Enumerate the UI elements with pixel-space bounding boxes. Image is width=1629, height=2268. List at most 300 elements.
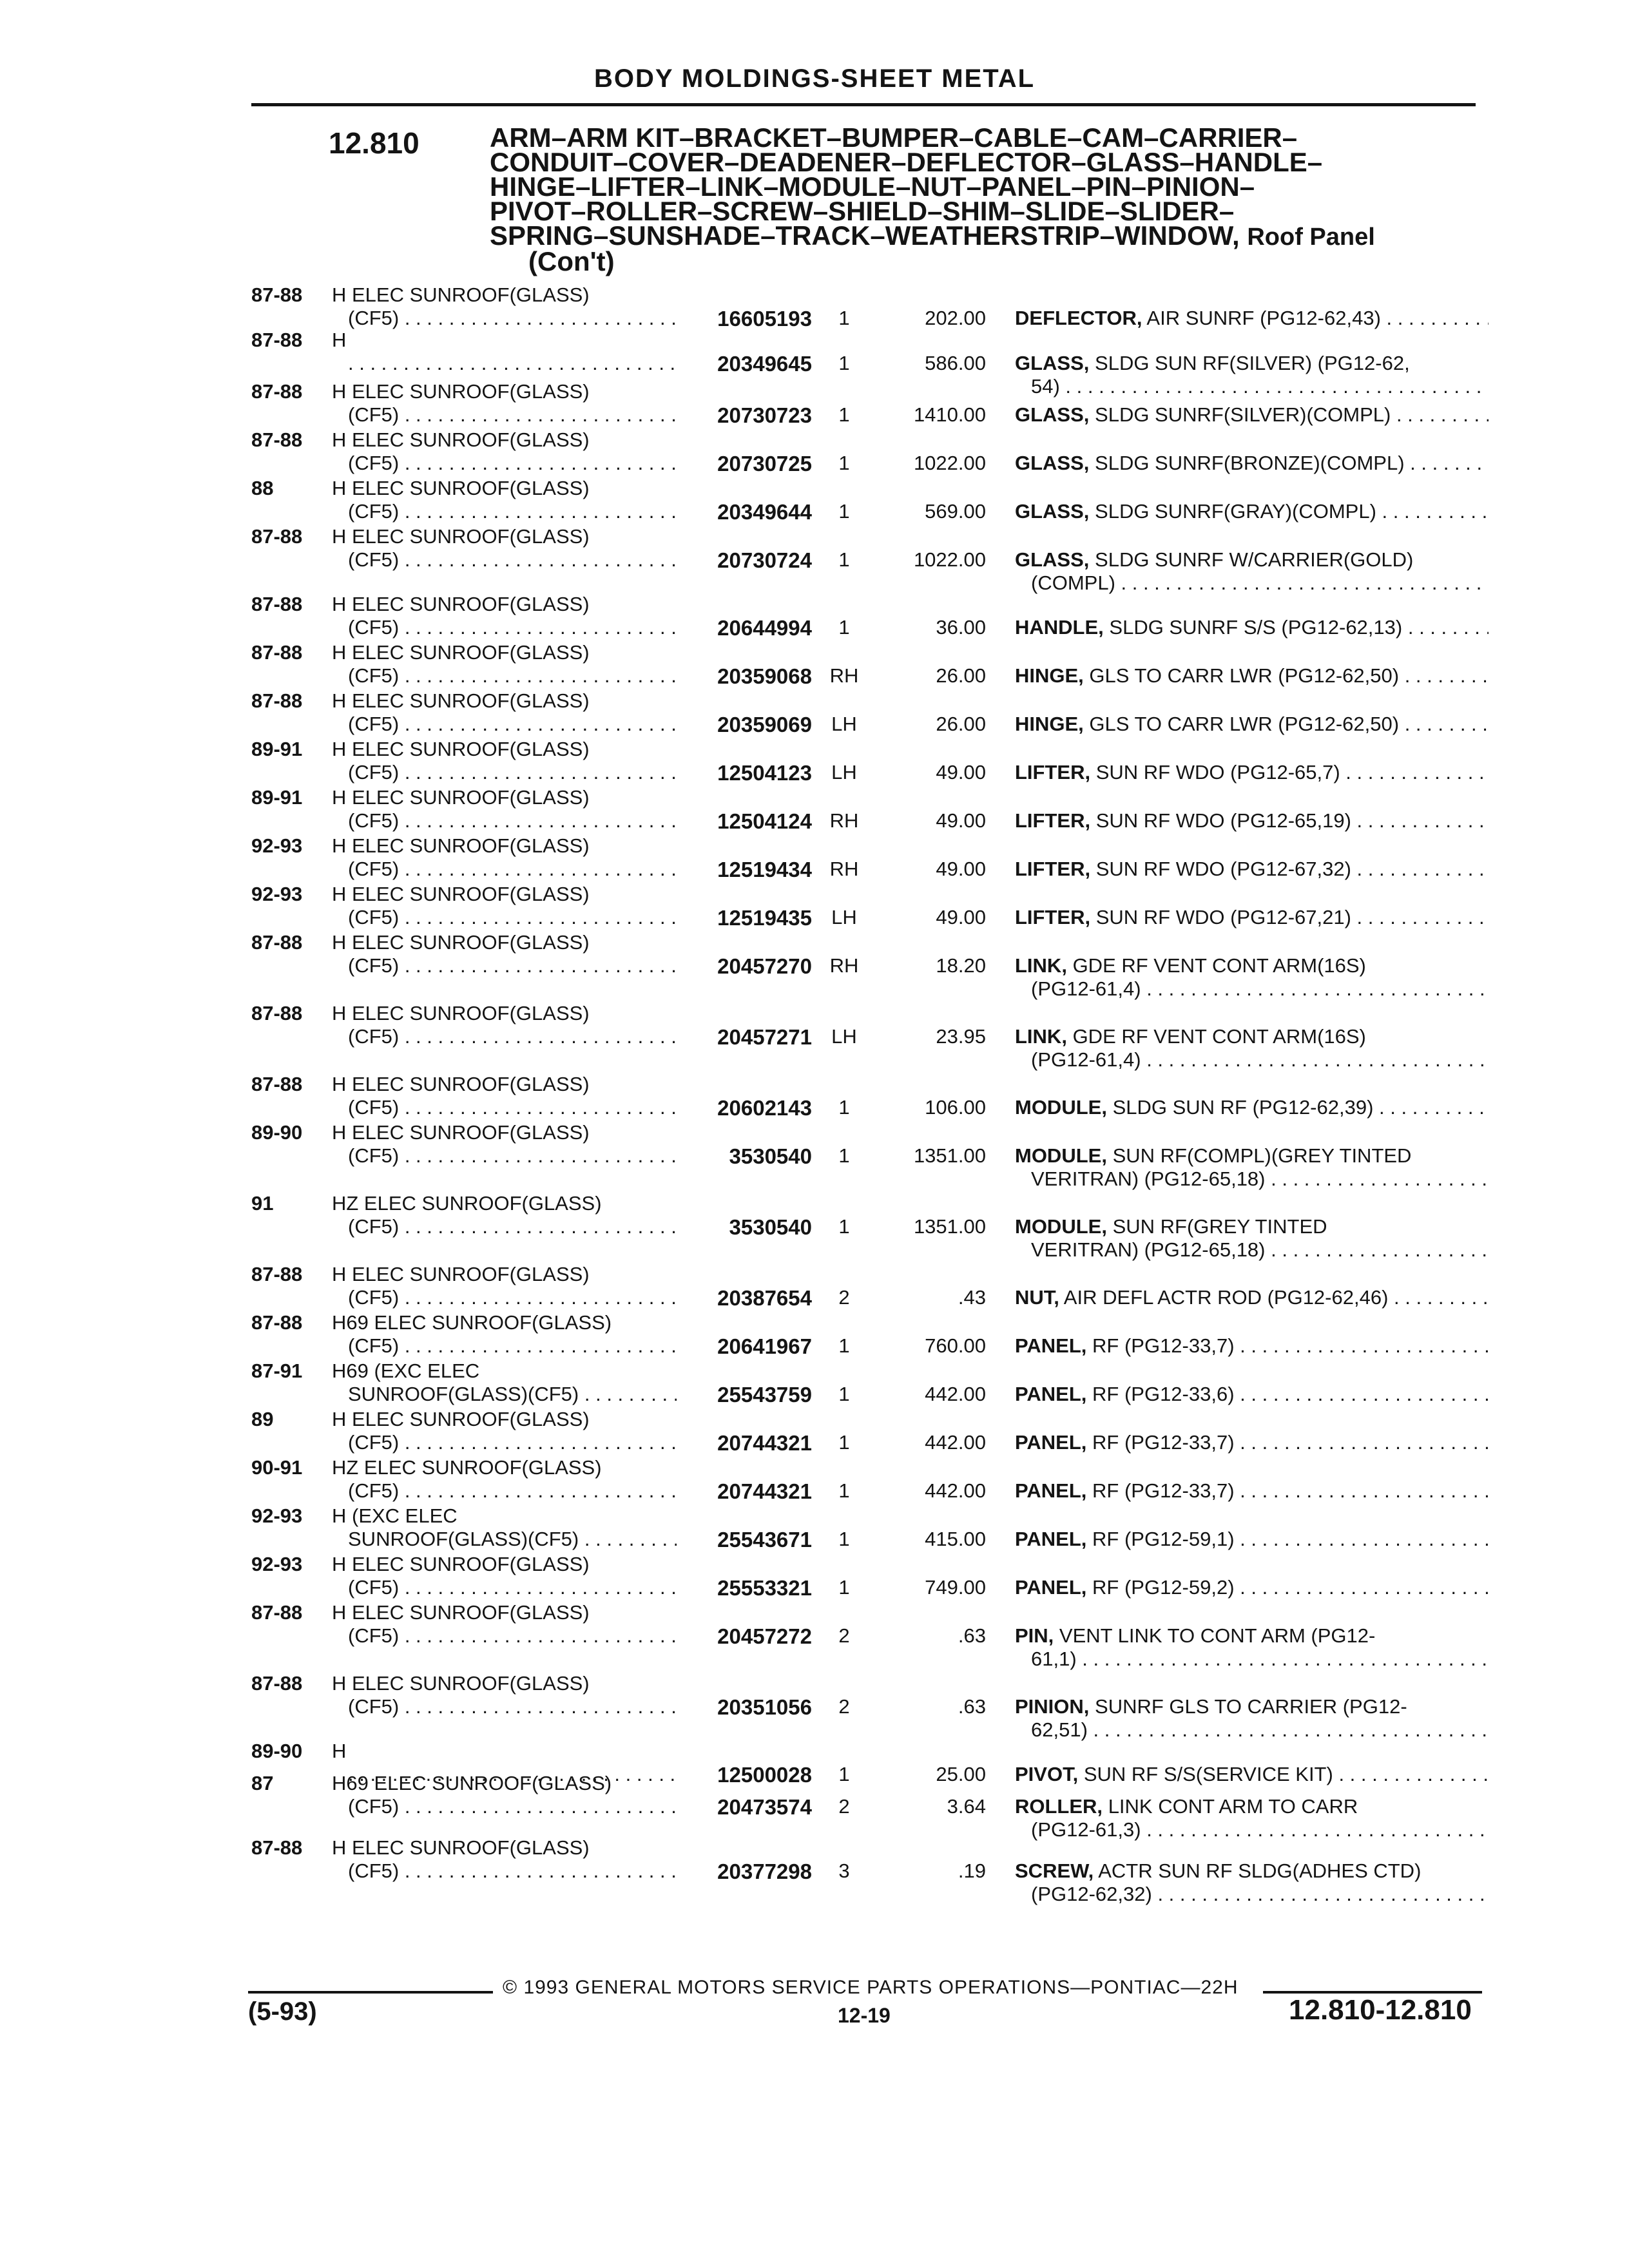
quantity: RH xyxy=(829,954,859,977)
quantity: 1 xyxy=(838,548,850,571)
part-description-text: SUN RF WDO (PG12-67,21) xyxy=(1095,906,1351,928)
part-number: 20730725 xyxy=(717,452,812,476)
model-option: (CF5) . . . xyxy=(348,1795,677,1818)
model-year: 92-93 xyxy=(251,1504,303,1527)
part-description xyxy=(1015,1795,1489,1818)
part-description-text: SUN RF WDO (PG12-65,7) xyxy=(1095,761,1340,783)
model-line: H ELEC SUNROOF(GLASS) xyxy=(332,1073,590,1095)
part-row xyxy=(0,1121,1629,1190)
price: .43 xyxy=(958,1286,986,1309)
part-description-text: RF (PG12-33,7) xyxy=(1092,1334,1235,1357)
part-row xyxy=(0,1311,1629,1363)
quantity: 1 xyxy=(838,1763,850,1785)
part-description-text: GLS TO CARR LWR (PG12-62,50) xyxy=(1089,664,1400,687)
part-description-text: SLDG SUN RF(SILVER) (PG12-62, xyxy=(1095,352,1410,374)
model-option: (CF5) . . . xyxy=(348,616,677,639)
part-number: 12504123 xyxy=(717,761,812,785)
quantity: 1 xyxy=(838,1215,850,1238)
model-line: H ELEC SUNROOF(GLASS) xyxy=(332,428,590,451)
part-description xyxy=(1015,1096,1489,1119)
header-rule xyxy=(251,103,1476,106)
part-description xyxy=(1015,954,1489,977)
model-line: H ELEC SUNROOF(GLASS) xyxy=(332,1121,590,1144)
model-line: H ELEC SUNROOF(GLASS) xyxy=(332,380,590,403)
model-year: 89-91 xyxy=(251,786,303,809)
model-line: H ELEC SUNROOF(GLASS) xyxy=(332,1836,590,1859)
price: 1351.00 xyxy=(913,1144,986,1167)
part-description xyxy=(1015,500,1489,523)
part-description xyxy=(1015,1334,1489,1358)
part-row xyxy=(0,1772,1629,1841)
quantity: LH xyxy=(831,1025,857,1048)
quantity: 2 xyxy=(838,1695,850,1718)
part-row xyxy=(0,834,1629,886)
part-name: GLASS, xyxy=(1015,352,1090,374)
quantity: 1 xyxy=(838,352,850,374)
part-number: 20744321 xyxy=(717,1479,812,1503)
part-name: PANEL, xyxy=(1015,1479,1087,1502)
part-description-cont: 62,51) . . . xyxy=(1031,1718,1489,1742)
part-number: 16605193 xyxy=(717,307,812,331)
part-number: 20730724 xyxy=(717,548,812,572)
price: 569.00 xyxy=(925,500,986,523)
part-number: 12504124 xyxy=(717,809,812,833)
part-name: MODULE, xyxy=(1015,1144,1107,1167)
model-option: (CF5) . . . xyxy=(348,1576,677,1599)
quantity: 1 xyxy=(838,307,850,329)
model-line: H ELEC SUNROOF(GLASS) xyxy=(332,284,590,306)
model-option: (CF5) . . . xyxy=(348,1624,677,1648)
model-year: 89 xyxy=(251,1408,274,1430)
part-number: 25543671 xyxy=(717,1528,812,1552)
part-row xyxy=(0,1672,1629,1741)
part-name: LINK, xyxy=(1015,954,1067,977)
quantity: 1 xyxy=(838,1144,850,1167)
part-name: DEFLECTOR, xyxy=(1015,307,1142,329)
section-title-line xyxy=(490,220,1482,251)
price: 415.00 xyxy=(925,1528,986,1550)
section-title-line: HINGE–LIFTER–LINK–MODULE–NUT–PANEL–PIN–PINION– xyxy=(490,171,1255,202)
quantity: RH xyxy=(829,858,859,880)
part-row xyxy=(0,477,1629,528)
model-year: 92-93 xyxy=(251,1553,303,1575)
model-line: H ELEC SUNROOF(GLASS) xyxy=(332,1553,590,1575)
part-description-text: SLDG SUNRF(GRAY)(COMPL) xyxy=(1095,500,1376,523)
part-description-text: SUN RF(GREY TINTED xyxy=(1112,1215,1327,1238)
part-row xyxy=(0,786,1629,838)
part-row xyxy=(0,1456,1629,1508)
model-option: (CF5) . . . xyxy=(348,1695,677,1718)
model-year: 87-88 xyxy=(251,689,303,712)
part-name: LIFTER, xyxy=(1015,858,1091,880)
section-continued: (Con't) xyxy=(528,246,615,276)
model-line: H ELEC SUNROOF(GLASS) xyxy=(332,525,590,548)
price: 760.00 xyxy=(925,1334,986,1357)
section-title-line: PIVOT–ROLLER–SCREW–SHIELD–SHIM–SLIDE–SLIDER– xyxy=(490,196,1235,226)
model-year: 87-88 xyxy=(251,1263,303,1285)
footer-section-range: 12.810-12.810 xyxy=(1289,1994,1472,2026)
model-option: (CF5) . . . xyxy=(348,906,677,929)
part-description-text: GDE RF VENT CONT ARM(16S) xyxy=(1072,1025,1366,1048)
part-description xyxy=(1015,352,1489,375)
part-description xyxy=(1015,1624,1489,1648)
part-number: 20457270 xyxy=(717,954,812,978)
part-number: 20349644 xyxy=(717,500,812,524)
part-name: GLASS, xyxy=(1015,548,1090,571)
part-number: 20359069 xyxy=(717,713,812,736)
model-option: (CF5) . . . xyxy=(348,1025,677,1048)
part-description-cont: (PG12-61,4) . . . xyxy=(1031,1048,1489,1072)
model-option: (CF5) . . . xyxy=(348,664,677,687)
part-name: GLASS, xyxy=(1015,500,1090,523)
part-number: 20473574 xyxy=(717,1795,812,1819)
price: 25.00 xyxy=(936,1763,986,1785)
part-description-cont: (PG12-61,3) . . . xyxy=(1031,1818,1489,1841)
part-name: LIFTER, xyxy=(1015,809,1091,832)
price: 1022.00 xyxy=(913,548,986,571)
part-number: 20351056 xyxy=(717,1695,812,1719)
model-line: H69 ELEC SUNROOF(GLASS) xyxy=(332,1772,612,1794)
model-year: 87-88 xyxy=(251,1601,303,1624)
model-line: H xyxy=(332,329,347,351)
part-row xyxy=(0,1360,1629,1411)
part-row xyxy=(0,284,1629,335)
quantity: 1 xyxy=(838,1383,850,1405)
model-line: H xyxy=(332,1740,347,1762)
model-option: (CF5) . . . xyxy=(348,1096,677,1119)
part-description xyxy=(1015,1383,1489,1406)
part-name: MODULE, xyxy=(1015,1215,1107,1238)
model-option: (CF5) . . . xyxy=(348,1860,677,1883)
model-line: H ELEC SUNROOF(GLASS) xyxy=(332,477,590,499)
model-year: 92-93 xyxy=(251,883,303,905)
price: 106.00 xyxy=(925,1096,986,1119)
section-title-tail: Roof Panel xyxy=(1247,224,1375,251)
footer-page-number: 12-19 xyxy=(838,2004,891,2027)
part-name: PANEL, xyxy=(1015,1431,1087,1454)
part-description-cont: (COMPL) . . . xyxy=(1031,572,1489,595)
price: 18.20 xyxy=(936,954,986,977)
model-option: (CF5) . . . xyxy=(348,1431,677,1454)
section-title-line: ARM–ARM KIT–BRACKET–BUMPER–CABLE–CAM–CARRIER– xyxy=(490,122,1298,153)
model-option: (CF5) . . . xyxy=(348,1479,677,1503)
price: 23.95 xyxy=(936,1025,986,1048)
part-description-text: SLDG SUN RF (PG12-62,39) xyxy=(1112,1096,1374,1119)
model-line: H ELEC SUNROOF(GLASS) xyxy=(332,1672,590,1695)
price: 3.64 xyxy=(947,1795,986,1818)
part-description xyxy=(1015,906,1489,929)
model-line: H ELEC SUNROOF(GLASS) xyxy=(332,786,590,809)
part-number: 3530540 xyxy=(729,1215,812,1239)
model-year: 88 xyxy=(251,477,274,499)
model-year: 87-88 xyxy=(251,329,303,351)
part-description xyxy=(1015,761,1489,784)
price: 586.00 xyxy=(925,352,986,374)
price: 1022.00 xyxy=(913,452,986,474)
model-option: SUNROOF(GLASS)(CF5) . . . xyxy=(348,1528,677,1551)
part-name: PIVOT, xyxy=(1015,1763,1079,1785)
part-number: 20457271 xyxy=(717,1025,812,1049)
part-name: SCREW, xyxy=(1015,1860,1094,1882)
part-name: GLASS, xyxy=(1015,452,1090,474)
part-number: 3530540 xyxy=(729,1144,812,1168)
model-option xyxy=(348,352,677,375)
model-year: 89-90 xyxy=(251,1740,303,1762)
part-description-cont: (PG12-61,4) . . . xyxy=(1031,977,1489,1001)
part-number: 12519434 xyxy=(717,858,812,881)
model-option: (CF5) . . . xyxy=(348,548,677,572)
model-year: 87-88 xyxy=(251,1002,303,1024)
part-name: PANEL, xyxy=(1015,1334,1087,1357)
price: 442.00 xyxy=(925,1479,986,1502)
part-description-text: GDE RF VENT CONT ARM(16S) xyxy=(1072,954,1366,977)
section-number: 12.810 xyxy=(329,126,419,160)
part-row xyxy=(0,1504,1629,1556)
model-line: H ELEC SUNROOF(GLASS) xyxy=(332,834,590,857)
quantity: 3 xyxy=(838,1860,850,1882)
part-row xyxy=(0,689,1629,741)
price: 36.00 xyxy=(936,616,986,639)
part-description-text: AIR DEFL ACTR ROD (PG12-62,46) xyxy=(1063,1286,1389,1309)
part-number: 20744321 xyxy=(717,1431,812,1455)
part-name: HANDLE, xyxy=(1015,616,1104,639)
model-line: HZ ELEC SUNROOF(GLASS) xyxy=(332,1192,602,1215)
part-row xyxy=(0,1002,1629,1071)
part-number: 20644994 xyxy=(717,616,812,640)
model-year: 87-88 xyxy=(251,1073,303,1095)
part-description xyxy=(1015,307,1489,330)
quantity: 1 xyxy=(838,1431,850,1454)
model-year: 92-93 xyxy=(251,834,303,857)
model-option: (CF5) . . . xyxy=(348,761,677,784)
part-description-cont: (PG12-62,32) . . . xyxy=(1031,1883,1489,1906)
price: .63 xyxy=(958,1695,986,1718)
page-header: BODY MOLDINGS-SHEET METAL xyxy=(593,64,1036,93)
part-description-text: RF (PG12-59,2) xyxy=(1092,1576,1235,1599)
part-description-text: SUN RF WDO (PG12-65,19) xyxy=(1095,809,1351,832)
price: 49.00 xyxy=(936,906,986,928)
model-line: H ELEC SUNROOF(GLASS) xyxy=(332,883,590,905)
price: 749.00 xyxy=(925,1576,986,1599)
model-year: 87 xyxy=(251,1772,274,1794)
part-description-text: RF (PG12-33,7) xyxy=(1092,1479,1235,1502)
model-line: H ELEC SUNROOF(GLASS) xyxy=(332,1263,590,1285)
part-row xyxy=(0,931,1629,1000)
part-number: 20377298 xyxy=(717,1860,812,1883)
part-description xyxy=(1015,1215,1489,1238)
model-year: 87-88 xyxy=(251,284,303,306)
price: 1410.00 xyxy=(913,403,986,426)
part-description xyxy=(1015,809,1489,832)
part-description xyxy=(1015,452,1489,475)
part-description xyxy=(1015,713,1489,736)
part-name: PANEL, xyxy=(1015,1383,1087,1405)
model-option: (CF5) . . . xyxy=(348,713,677,736)
model-year: 89-90 xyxy=(251,1121,303,1144)
quantity: 1 xyxy=(838,616,850,639)
part-description-text: SLDG SUNRF(SILVER)(COMPL) xyxy=(1095,403,1391,426)
quantity: 1 xyxy=(838,1576,850,1599)
part-description-text: LINK CONT ARM TO CARR xyxy=(1108,1795,1358,1818)
quantity: 1 xyxy=(838,1479,850,1502)
part-name: PINION, xyxy=(1015,1695,1090,1718)
model-option: (CF5) . . . xyxy=(348,809,677,832)
part-description-text: SUNRF GLS TO CARRIER (PG12- xyxy=(1095,1695,1407,1718)
part-description-text: RF (PG12-59,1) xyxy=(1092,1528,1235,1550)
model-year: 87-88 xyxy=(251,641,303,664)
part-name: ROLLER, xyxy=(1015,1795,1103,1818)
part-name: HINGE, xyxy=(1015,713,1084,735)
part-number: 25553321 xyxy=(717,1576,812,1600)
part-row xyxy=(0,883,1629,934)
part-description-cont: VERITRAN) (PG12-65,18) . . . xyxy=(1031,1168,1489,1191)
part-description xyxy=(1015,1695,1489,1718)
part-description xyxy=(1015,858,1489,881)
model-year: 89-91 xyxy=(251,738,303,760)
part-description-text: RF (PG12-33,7) xyxy=(1092,1431,1235,1454)
part-number: 20457272 xyxy=(717,1624,812,1648)
part-description-text: SUN RF(COMPL)(GREY TINTED xyxy=(1112,1144,1412,1167)
part-number: 12500028 xyxy=(717,1763,812,1787)
model-year: 91 xyxy=(251,1192,274,1215)
part-description-text: RF (PG12-33,6) xyxy=(1092,1383,1235,1405)
model-line: H ELEC SUNROOF(GLASS) xyxy=(332,593,590,615)
section-title-line-text: SPRING–SUNSHADE–TRACK–WEATHERSTRIP–WINDOW, xyxy=(490,220,1240,251)
part-name: GLASS, xyxy=(1015,403,1090,426)
part-row xyxy=(0,641,1629,693)
model-line: HZ ELEC SUNROOF(GLASS) xyxy=(332,1456,602,1479)
model-line: H (EXC ELEC xyxy=(332,1504,458,1527)
price: 442.00 xyxy=(925,1431,986,1454)
part-name: HINGE, xyxy=(1015,664,1084,687)
model-year: 87-88 xyxy=(251,428,303,451)
footer-copyright: © 1993 GENERAL MOTORS SERVICE PARTS OPERATIONS—PONTIAC—22H xyxy=(503,1977,1239,1998)
quantity: LH xyxy=(831,713,857,735)
model-line: H ELEC SUNROOF(GLASS) xyxy=(332,1002,590,1024)
part-description-text: GLS TO CARR LWR (PG12-62,50) xyxy=(1089,713,1400,735)
part-name: LINK, xyxy=(1015,1025,1067,1048)
part-description xyxy=(1015,548,1489,572)
part-row xyxy=(0,593,1629,644)
part-description-text: SLDG SUNRF S/S (PG12-62,13) xyxy=(1109,616,1403,639)
model-year: 87-88 xyxy=(251,525,303,548)
model-option: (CF5) . . . xyxy=(348,858,677,881)
part-description xyxy=(1015,1576,1489,1599)
model-year: 87-88 xyxy=(251,1836,303,1859)
model-year: 87-91 xyxy=(251,1360,303,1382)
model-option: (CF5) . . . xyxy=(348,954,677,977)
section-title-line: CONDUIT–COVER–DEADENER–DEFLECTOR–GLASS–HANDLE– xyxy=(490,147,1323,177)
model-option: (CF5) . . . xyxy=(348,1144,677,1168)
part-row xyxy=(0,428,1629,480)
part-name: PANEL, xyxy=(1015,1528,1087,1550)
part-row xyxy=(0,738,1629,789)
part-row xyxy=(0,1553,1629,1604)
footer-rule-left xyxy=(248,1991,493,1994)
part-number: 20602143 xyxy=(717,1096,812,1120)
part-description-cont: 61,1) . . . xyxy=(1031,1648,1489,1671)
footer-date-code: (5-93) xyxy=(248,1997,317,2026)
part-description xyxy=(1015,1479,1489,1503)
footer-rule-right xyxy=(1263,1991,1482,1994)
part-number: 20359068 xyxy=(717,664,812,688)
quantity: 2 xyxy=(838,1286,850,1309)
quantity: 1 xyxy=(838,452,850,474)
part-description-text: SUN RF S/S(SERVICE KIT) xyxy=(1083,1763,1333,1785)
part-description xyxy=(1015,1144,1489,1168)
part-name: PANEL, xyxy=(1015,1576,1087,1599)
model-line: H ELEC SUNROOF(GLASS) xyxy=(332,738,590,760)
price: 1351.00 xyxy=(913,1215,986,1238)
part-row xyxy=(0,1836,1629,1905)
part-row xyxy=(0,1073,1629,1124)
part-description-text: SLDG SUNRF(BRONZE)(COMPL) xyxy=(1095,452,1405,474)
model-option: (CF5) . . . xyxy=(348,1286,677,1309)
part-row xyxy=(0,1601,1629,1670)
quantity: 1 xyxy=(838,1528,850,1550)
part-description-text: VENT LINK TO CONT ARM (PG12- xyxy=(1059,1624,1376,1647)
part-name: LIFTER, xyxy=(1015,906,1091,928)
part-row xyxy=(0,1192,1629,1261)
model-line: H ELEC SUNROOF(GLASS) xyxy=(332,689,590,712)
part-description xyxy=(1015,1286,1489,1309)
model-year: 87-88 xyxy=(251,380,303,403)
model-option: (CF5) . . . xyxy=(348,452,677,475)
part-number: 20349645 xyxy=(717,352,812,376)
price: 26.00 xyxy=(936,664,986,687)
part-name: NUT, xyxy=(1015,1286,1059,1309)
price: 49.00 xyxy=(936,858,986,880)
part-description-text: AIR SUNRF (PG12-62,43) xyxy=(1146,307,1381,329)
model-line: H ELEC SUNROOF(GLASS) xyxy=(332,641,590,664)
part-name: LIFTER, xyxy=(1015,761,1091,783)
part-row xyxy=(0,1263,1629,1314)
part-name: PIN, xyxy=(1015,1624,1054,1647)
price: 49.00 xyxy=(936,761,986,783)
part-number: 20387654 xyxy=(717,1286,812,1310)
model-line: H ELEC SUNROOF(GLASS) xyxy=(332,931,590,954)
quantity: 1 xyxy=(838,1334,850,1357)
price: 49.00 xyxy=(936,809,986,832)
part-description xyxy=(1015,403,1489,427)
part-description-text: SLDG SUNRF W/CARRIER(GOLD) xyxy=(1095,548,1414,571)
part-description xyxy=(1015,664,1489,687)
part-row xyxy=(0,525,1629,594)
part-description-text: ACTR SUN RF SLDG(ADHES CTD) xyxy=(1098,1860,1422,1882)
price: 202.00 xyxy=(925,307,986,329)
model-line: H69 (EXC ELEC xyxy=(332,1360,480,1382)
model-year: 87-88 xyxy=(251,1311,303,1334)
model-option: (CF5) . . . xyxy=(348,1334,677,1358)
quantity: 1 xyxy=(838,1096,850,1119)
model-year: 87-88 xyxy=(251,931,303,954)
part-row xyxy=(0,1408,1629,1459)
model-year: 87-88 xyxy=(251,1672,303,1695)
model-year: 90-91 xyxy=(251,1456,303,1479)
model-option: (CF5) . . . xyxy=(348,1215,677,1238)
quantity: 2 xyxy=(838,1624,850,1647)
model-year: 87-88 xyxy=(251,593,303,615)
part-description xyxy=(1015,1431,1489,1454)
model-line: H69 ELEC SUNROOF(GLASS) xyxy=(332,1311,612,1334)
part-description xyxy=(1015,1025,1489,1048)
model-line: H ELEC SUNROOF(GLASS) xyxy=(332,1601,590,1624)
quantity: 2 xyxy=(838,1795,850,1818)
price: 26.00 xyxy=(936,713,986,735)
model-option: (CF5) . . . xyxy=(348,500,677,523)
part-description-cont: 54) . . . xyxy=(1031,375,1489,398)
part-description-text: SUN RF WDO (PG12-67,32) xyxy=(1095,858,1351,880)
